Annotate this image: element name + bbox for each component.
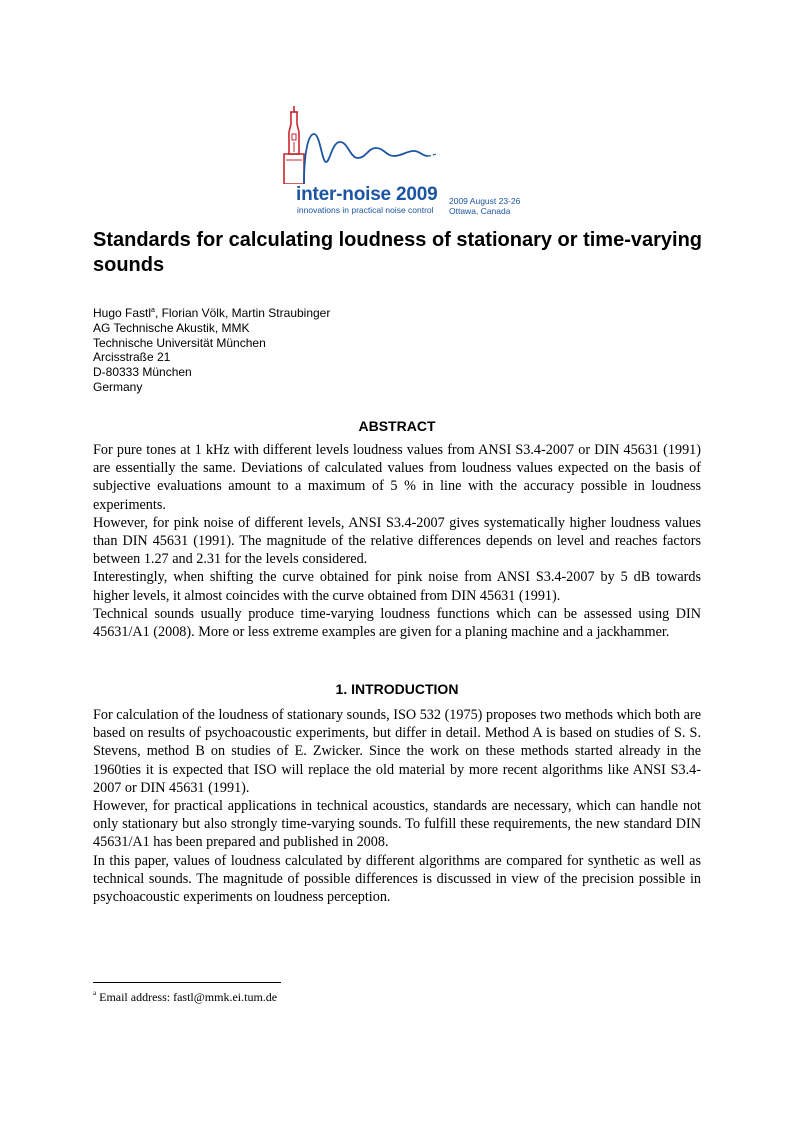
tower-wave-logo-icon: [270, 104, 540, 184]
introduction-paragraph: In this paper, values of loudness calculated by different algorithms are compared for synthetic as well as technical sounds. The magnitude of possible differences is discussed in view of the precision possible in psychoacoustic experiments on loudness perception.: [93, 852, 701, 906]
author-footnote-marker: a: [151, 307, 155, 314]
abstract-paragraph: However, for pink noise of different levels, ANSI S3.4-2007 gives systematically higher loudness values than DIN 45631 (1991). The magnitude of the relative differences depends on level and reaches factors between 1.27 and 2.31 for the levels considered.: [93, 514, 701, 568]
author-block: [93, 306, 330, 395]
abstract-paragraph: For pure tones at 1 kHz with different levels loudness values from ANSI S3.4-2007 or DIN 45631 (1991) are essentially the same. Deviations of calculated values from loudness values expected on the basis of subjective evaluations amount to a maximum of 5 % in line with the accuracy possible in loudness experiments.: [93, 442, 701, 513]
logo-location: Ottawa, Canada: [449, 206, 511, 216]
abstract-paragraph: Interestingly, when shifting the curve obtained for pink noise from ANSI S3.4-2007 by 5 dB towards higher levels, it almost coincides with the curve obtained from DIN 45631 (1991).: [93, 569, 701, 604]
introduction-paragraph: However, for practical applications in technical acoustics, standards are necessary, which can handle not only stationary but also strongly time-varying sounds. To fulfill these requirements, the new standard DIN 45631/A1 has been prepared and published in 2008.: [93, 798, 701, 851]
footnote: [93, 990, 277, 1005]
affiliation-line: Technische Universität München: [93, 335, 266, 350]
logo-conference-name: inter-noise 2009: [296, 184, 438, 205]
logo-tagline: innovations in practical noise control: [297, 205, 434, 215]
affiliation-line: Arcisstraße 21: [93, 350, 171, 365]
paper-title: Standards for calculating loudness of stationary or time-varying sounds: [93, 229, 703, 276]
affiliation-line: AG Technische Akustik, MMK: [93, 320, 250, 335]
affiliation-line: D-80333 München: [93, 365, 192, 380]
author-line: [93, 306, 330, 321]
conference-logo: [270, 104, 540, 220]
affiliation-line: Germany: [93, 379, 143, 394]
abstract-body: [93, 441, 701, 641]
footnote-text: Email address: fastl@mmk.ei.tum.de: [96, 990, 278, 1004]
footnote-marker: a: [93, 989, 97, 997]
introduction-heading: 1. INTRODUCTION: [335, 681, 459, 697]
abstract-heading: ABSTRACT: [358, 418, 436, 434]
introduction-paragraph: For calculation of the loudness of stationary sounds, ISO 532 (1975) proposes two methods which both are based on results of psychoacoustic experiments, but differ in detail. Method A is based on studies of S. S. Stevens, method B on studies of E. Zwicker. Since the work on these methods started already in the 1960ties it is expected that ISO will replace the old material by more recent algorithms like ANSI S3.4-2007 or DIN 45631 (1991).: [93, 707, 701, 796]
footnote-divider: [93, 982, 281, 983]
logo-date: 2009 August 23-26: [449, 196, 521, 206]
first-author: Hugo Fastl: [93, 306, 152, 320]
coauthors: , Florian Völk, Martin Straubinger: [154, 306, 331, 320]
abstract-paragraph: Technical sounds usually produce time-varying loudness functions which can be assessed using DIN 45631/A1 (2008). More or less extreme examples are given for a planing machine and a jackhammer.: [93, 605, 701, 641]
introduction-body: [93, 706, 701, 906]
